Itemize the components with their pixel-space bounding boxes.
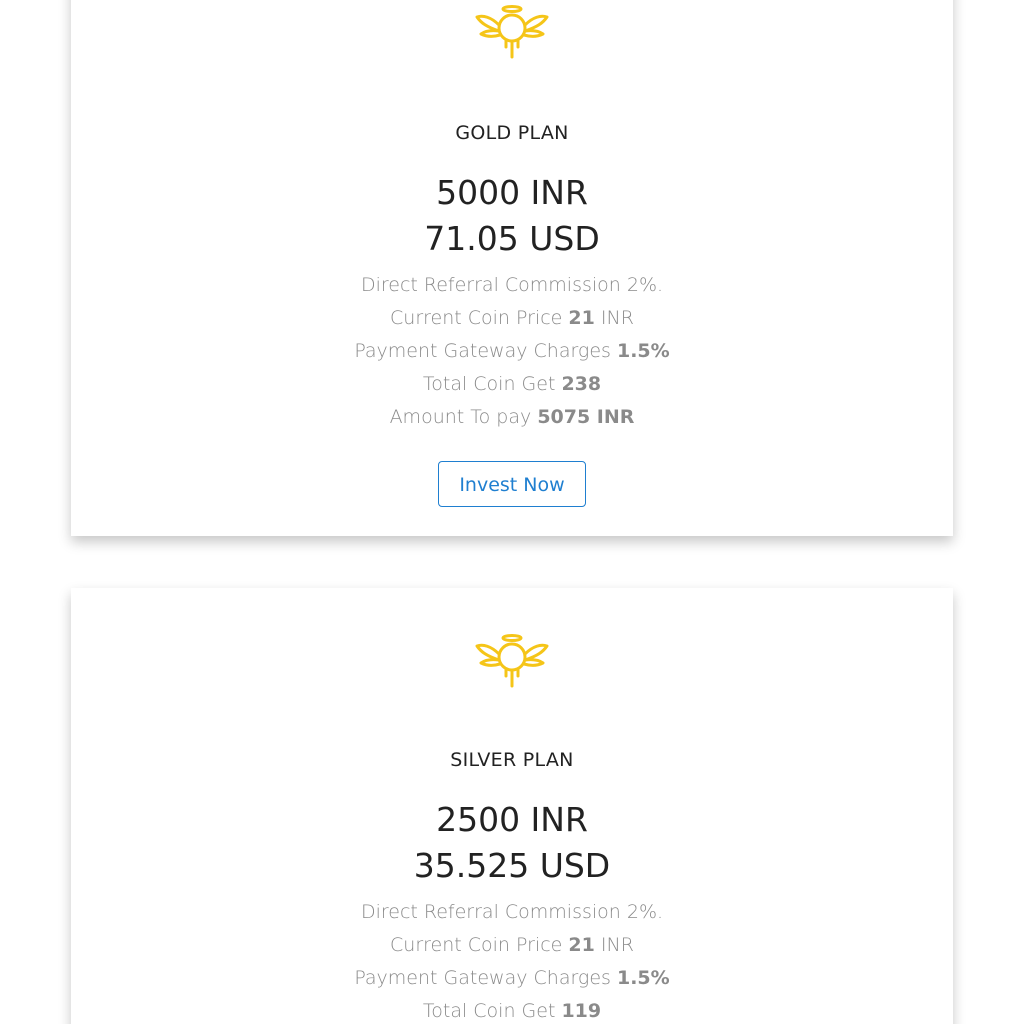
invest-now-button[interactable]: Invest Now (438, 461, 586, 507)
gateway-label: Payment Gateway Charges (354, 340, 611, 362)
price-usd: 35.525 USD (413, 846, 611, 885)
price-inr: 2500 INR (436, 800, 588, 839)
coin-price-unit: INR (600, 307, 634, 329)
total-coin-row (71, 368, 953, 401)
winged-coin-icon (475, 632, 549, 688)
plan-price (71, 170, 953, 262)
gateway-value: 1.5% (616, 340, 670, 362)
amount-to-pay-row (71, 401, 953, 434)
plan-card-silver (71, 588, 953, 1024)
referral-commission: Direct Referral Commission 2%. (360, 901, 664, 923)
coin-price-label: Current Coin Price (390, 307, 563, 329)
gateway-value: 1.5% (616, 967, 670, 989)
plan-title: GOLD PLAN (455, 122, 569, 144)
total-coin-value: 119 (561, 1000, 602, 1022)
total-coin-label: Total Coin Get (422, 1000, 556, 1022)
winged-coin-icon (475, 3, 549, 59)
coin-price-row (71, 929, 953, 962)
coin-price-value: 21 (568, 307, 595, 329)
coin-price-row (71, 302, 953, 335)
coin-price-label: Current Coin Price (390, 934, 563, 956)
coin-price-unit: INR (600, 934, 634, 956)
total-coin-label: Total Coin Get (422, 373, 556, 395)
total-coin-row (71, 995, 953, 1024)
gateway-charges-row (71, 962, 953, 995)
gateway-charges-row (71, 335, 953, 368)
price-usd: 71.05 USD (424, 219, 600, 258)
plan-card-gold (71, 0, 953, 536)
plan-details (71, 896, 953, 1024)
total-coin-value: 238 (561, 373, 602, 395)
amount-value: 5075 INR (537, 406, 635, 428)
price-inr: 5000 INR (436, 173, 588, 212)
plan-price (71, 797, 953, 889)
gateway-label: Payment Gateway Charges (354, 967, 611, 989)
plan-title: SILVER PLAN (450, 749, 574, 771)
referral-commission: Direct Referral Commission 2%. (360, 274, 664, 296)
plan-details (71, 269, 953, 434)
coin-price-value: 21 (568, 934, 595, 956)
amount-label: Amount To pay (389, 406, 532, 428)
